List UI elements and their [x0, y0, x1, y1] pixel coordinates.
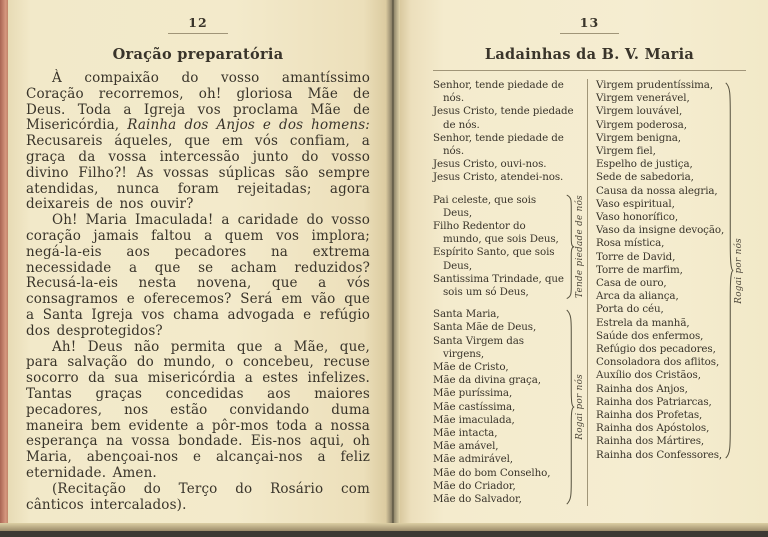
litany-line: Senhor, tende piedade de nós. — [433, 131, 564, 158]
litany-line: Rainha dos Mártires, — [596, 435, 705, 448]
prayer-text — [26, 71, 370, 513]
right-page — [400, 0, 768, 523]
litany-line: Mãe castíssima, — [433, 400, 516, 413]
paragraph-italic-text: Rainha dos Anjos e dos homens: — [127, 117, 370, 134]
litany-line: Virgem benigna, — [596, 131, 681, 144]
litany-line: Virgem poderosa, — [596, 118, 687, 131]
litany-line: Saúde dos enfermos, — [596, 329, 704, 342]
page-number-right: 13 — [560, 15, 619, 34]
response-label: Rogai por nós — [734, 237, 745, 304]
litany-line: Auxílio dos Cristãos, — [596, 369, 701, 382]
litany-line: Rosa mística, — [596, 237, 665, 250]
litany-line: Mãe do bom Conselho, — [433, 466, 551, 479]
section-heading: Oração preparatória — [112, 46, 284, 63]
paragraph-text: À compaixão do vosso amantíssimo Coração recorremos, oh! gloriosa Mãe de Deus. Toda a Igreja vos proclama Mãe de Misericórdia, — [26, 70, 370, 134]
litany-line: Causa da nossa alegria, — [596, 184, 718, 197]
litany-line: Mãe puríssima, — [433, 387, 513, 400]
litany-mary-group — [433, 308, 587, 506]
prayer-paragraph: Ah! Deus não permita que a Mãe, que, para salvação do mundo, o concebeu, recuse socorro da sua misericórdia a estes infelizes. Tantas graças concedidas aos maiores pecadores, nos estão convidando duma maneira bem evidente a pôr-mos toda a nossa esperança na vossa bondade. Eis-nos aqui, oh Maria, abençoai-nos e alcançai-nos a feliz eternidade. Amen. — [26, 338, 370, 481]
litany-line: Consoladora dos aflitos, — [596, 356, 720, 369]
litany-line: Sede de sabedoria, — [596, 171, 694, 184]
page-edge-left — [0, 0, 8, 523]
litany-line: Mãe do Salvador, — [433, 493, 522, 506]
litany-left-column — [433, 79, 587, 506]
litany-line: Torre de marfim, — [596, 263, 683, 276]
litany-line: Mãe amável, — [433, 440, 499, 453]
page-edge-bottom — [0, 523, 768, 531]
litany-line: Refúgio dos pecadores, — [596, 343, 716, 356]
litany-line: Jesus Cristo, ouvi-nos. — [433, 158, 547, 171]
litany-line: Virgem louvável, — [596, 105, 683, 118]
response-label: Tende piedade de nós — [575, 194, 586, 298]
response-label: Rogai por nós — [575, 374, 586, 441]
litany-line: Rainha dos Apóstolos, — [596, 422, 710, 435]
prayer-paragraph — [26, 71, 370, 213]
litany-line: Jesus Cristo, atendei-nos. — [433, 171, 564, 184]
title-rule — [433, 70, 746, 71]
litany-line: Virgem fiel, — [596, 145, 656, 158]
litany-line: Mãe de Cristo, — [433, 361, 509, 374]
litany-line: Mãe imaculada, — [433, 413, 515, 426]
litany-line: Virgem venerável, — [596, 92, 690, 105]
litany-line: Vaso honorífico, — [596, 211, 679, 224]
litany-line: Espírito Santo, que sois Deus, — [433, 246, 555, 272]
litany-line: Filho Redentor do mundo, que sois Deus, — [433, 220, 559, 246]
page-number-left: 12 — [168, 15, 227, 34]
litany-line: Arca da aliança, — [596, 290, 679, 303]
litany-title: Ladainhas da B. V. Maria — [484, 46, 695, 63]
litany-table — [433, 79, 746, 506]
litany-line: Rainha dos Anjos, — [596, 382, 688, 395]
prayer-paragraph: Oh! Maria Imaculada! a caridade do vosso coração jamais faltou a quem vos implora; negá-la-eis aos pecadores na extrema necessidade a que se acham reduzidos? Recusá-la-eis nesta novena, que a vós consagramos e oferecemos? Será em vão que a Santa Igreja vos chama advogada e refúgio dos desprotegidos? — [26, 212, 370, 339]
litany-line: Pai celeste, que sois Deus, — [433, 193, 537, 219]
litany-right-column — [588, 79, 746, 506]
litany-line: Vaso espiritual, — [596, 197, 675, 210]
litany-line: Rainha dos Confessores, — [596, 448, 723, 461]
litany-line: Jesus Cristo, tende piedade de nós. — [433, 105, 574, 131]
litany-line: Rainha dos Patriarcas, — [596, 395, 712, 408]
litany-line: Mãe intacta, — [433, 427, 498, 440]
litany-line: Estrela da manhã, — [596, 316, 690, 329]
paragraph-text: Recusareis áqueles, que em vós confiam, a graça da vossa intercessão junto do vosso divino Filho?! As vossas súplicas são sempre atendidas, nunca foram rejeitadas; agora deixareis de nos ouvir? — [26, 133, 370, 213]
litany-line: Torre de David, — [596, 250, 676, 263]
litany-line: Santa Maria, — [433, 308, 500, 321]
litany-line: Santa Virgem das virgens, — [433, 334, 524, 360]
litany-line: Mãe admirável, — [433, 453, 513, 466]
litany-line: Casa de ouro, — [596, 277, 667, 290]
litany-line: Virgem prudentíssima, — [596, 79, 714, 91]
litany-trinity-group — [433, 194, 587, 300]
litany-line: Senhor, tende piedade de nós. — [433, 79, 564, 105]
prayer-paragraph: (Recitação do Terço do Rosário com cânticos intercalados). — [26, 480, 370, 513]
litany-line: Santa Mãe de Deus, — [433, 321, 537, 334]
litany-opening-group — [433, 79, 587, 185]
left-page — [8, 0, 386, 523]
litany-line: Mãe da divina graça, — [433, 374, 541, 387]
litany-line: Espelho de justiça, — [596, 158, 693, 171]
litany-line: Mãe do Criador, — [433, 479, 516, 492]
litany-line: Rainha dos Profetas, — [596, 409, 703, 422]
book-spine — [386, 0, 400, 523]
litany-line: Santissima Trindade, que sois um só Deus, — [433, 272, 564, 299]
litany-virgin-group — [596, 79, 746, 462]
litany-line: Vaso da insigne devoção, — [596, 224, 725, 237]
litany-line: Porta do céu, — [596, 303, 664, 316]
